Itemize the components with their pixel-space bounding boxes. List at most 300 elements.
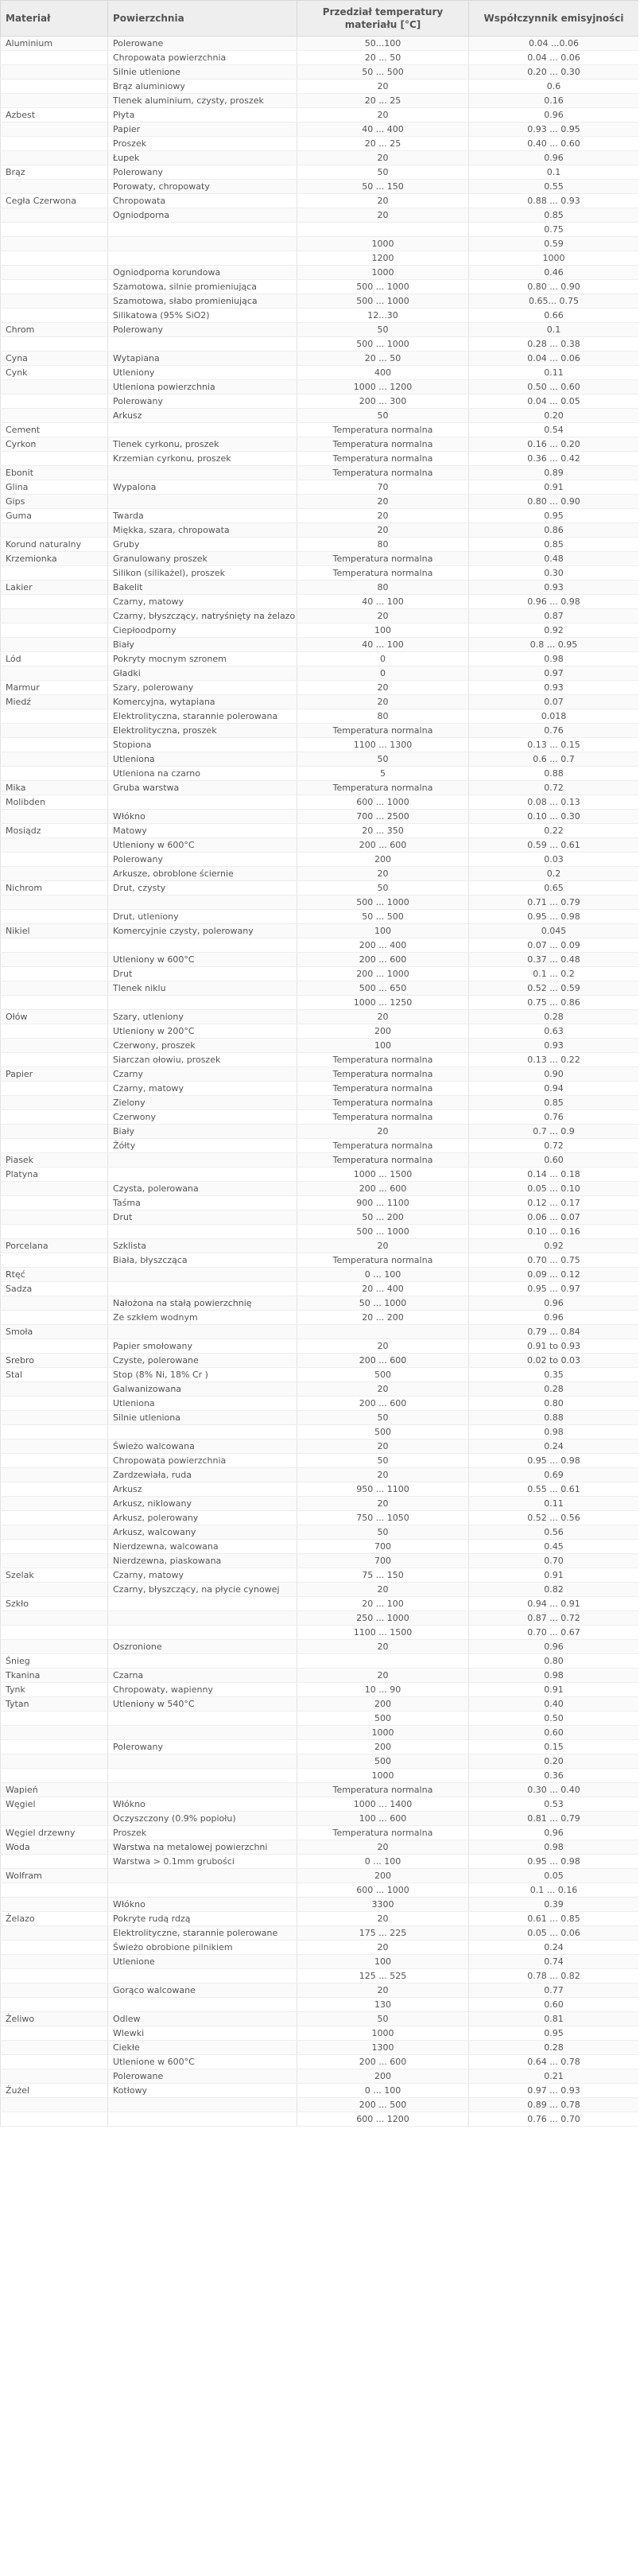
cell-material: [1, 1511, 108, 1525]
table-row: [1, 309, 639, 323]
cell-surface: Bakelit: [108, 581, 297, 595]
table-row: [1, 1654, 639, 1669]
cell-temperature: 70: [297, 480, 469, 495]
cell-surface: Porowaty, chropowaty: [108, 180, 297, 194]
cell-material: [1, 337, 108, 352]
cell-surface: Polerowane: [108, 37, 297, 51]
cell-material: [1, 1096, 108, 1110]
cell-material: [1, 1053, 108, 1067]
cell-temperature: 1000 ... 1200: [297, 380, 469, 394]
cell-temperature: 20 ... 400: [297, 1282, 469, 1296]
cell-material: [1, 1110, 108, 1125]
table-row: [1, 1712, 639, 1726]
table-row: [1, 1468, 639, 1482]
cell-surface: [108, 1597, 297, 1611]
cell-emissivity: 0.28 ... 0.38: [469, 337, 639, 352]
cell-emissivity: 0.11: [469, 366, 639, 380]
table-row: [1, 194, 639, 208]
cell-material: [1, 566, 108, 581]
cell-material: Porcelana: [1, 1239, 108, 1253]
cell-surface: Czysta, polerowana: [108, 1182, 297, 1196]
cell-temperature: Temperatura normalna: [297, 1096, 469, 1110]
cell-emissivity: 0.30: [469, 566, 639, 581]
cell-material: Azbest: [1, 108, 108, 122]
cell-material: Smoła: [1, 1325, 108, 1339]
cell-emissivity: 0.94 ... 0.91: [469, 1597, 639, 1611]
cell-surface: Chropowata: [108, 194, 297, 208]
cell-emissivity: 0.81: [469, 2012, 639, 2026]
cell-material: Cynk: [1, 366, 108, 380]
cell-material: [1, 1611, 108, 1626]
cell-temperature: Temperatura normalna: [297, 1153, 469, 1168]
cell-temperature: 125 ... 525: [297, 1969, 469, 1983]
table-row: [1, 1511, 639, 1525]
cell-material: [1, 1983, 108, 1998]
cell-emissivity: 0.28: [469, 2041, 639, 2055]
table-row: [1, 996, 639, 1010]
cell-emissivity: 0.07: [469, 695, 639, 709]
cell-emissivity: 0.80: [469, 1654, 639, 1669]
cell-material: Cegła Czerwona: [1, 194, 108, 208]
cell-temperature: 100: [297, 1039, 469, 1053]
cell-emissivity: 0.93 ... 0.95: [469, 122, 639, 137]
table-row: [1, 810, 639, 824]
cell-surface: Gruby: [108, 538, 297, 552]
cell-surface: Wlewki: [108, 2026, 297, 2041]
cell-emissivity: 0.70 ... 0.67: [469, 1626, 639, 1640]
cell-material: Marmur: [1, 681, 108, 695]
cell-material: Tytan: [1, 1697, 108, 1712]
cell-temperature: Temperatura normalna: [297, 1253, 469, 1268]
cell-surface: Polerowane: [108, 2069, 297, 2084]
table-row: [1, 738, 639, 752]
cell-emissivity: 0.72: [469, 781, 639, 795]
cell-temperature: 50: [297, 752, 469, 767]
table-row: [1, 1840, 639, 1855]
cell-surface: Włókno: [108, 810, 297, 824]
table-row: [1, 1697, 639, 1712]
cell-emissivity: 0.91: [469, 1683, 639, 1697]
table-row: [1, 1354, 639, 1368]
cell-emissivity: 0.92: [469, 1239, 639, 1253]
cell-material: Ołów: [1, 1010, 108, 1024]
cell-emissivity: 0.98: [469, 1669, 639, 1683]
cell-emissivity: 0.16: [469, 94, 639, 108]
cell-surface: Drut, czysty: [108, 881, 297, 896]
table-body: [1, 37, 639, 2127]
cell-material: [1, 1440, 108, 1454]
table-row: [1, 323, 639, 337]
cell-material: Korund naturalny: [1, 538, 108, 552]
cell-temperature: 20: [297, 681, 469, 695]
table-row: [1, 566, 639, 581]
table-row: [1, 609, 639, 624]
cell-emissivity: 0.91: [469, 1568, 639, 1583]
cell-material: Żelazo: [1, 1912, 108, 1926]
cell-temperature: 250 ... 1000: [297, 1611, 469, 1626]
cell-temperature: 0 ... 100: [297, 2084, 469, 2098]
cell-surface: [108, 1153, 297, 1168]
cell-material: [1, 810, 108, 824]
cell-temperature: 20: [297, 1010, 469, 1024]
cell-material: Żeliwo: [1, 2012, 108, 2026]
cell-temperature: 40 ... 400: [297, 122, 469, 137]
cell-surface: Wytapiana: [108, 352, 297, 366]
cell-emissivity: 0.65: [469, 881, 639, 896]
cell-temperature: 20 ... 25: [297, 137, 469, 151]
cell-surface: [108, 337, 297, 352]
table-row: [1, 1883, 639, 1898]
cell-surface: [108, 1998, 297, 2012]
cell-surface: [108, 1883, 297, 1898]
cell-temperature: 20: [297, 867, 469, 881]
cell-temperature: 600 ... 1000: [297, 1883, 469, 1898]
cell-surface: [108, 938, 297, 953]
table-row: [1, 1182, 639, 1196]
table-row: [1, 1783, 639, 1797]
table-row: [1, 1296, 639, 1311]
cell-emissivity: 0.98: [469, 1425, 639, 1440]
cell-surface: Utleniona: [108, 1397, 297, 1411]
cell-emissivity: 0.16 ... 0.20: [469, 437, 639, 452]
cell-temperature: 200: [297, 1740, 469, 1754]
table-row: [1, 552, 639, 566]
table-row: [1, 1554, 639, 1568]
cell-temperature: 1000: [297, 1726, 469, 1740]
cell-temperature: 200 ... 300: [297, 394, 469, 409]
cell-emissivity: 0.80 ... 0.90: [469, 495, 639, 509]
cell-material: [1, 1296, 108, 1311]
cell-surface: Oczyszczony (0.9% popiołu): [108, 1812, 297, 1826]
cell-emissivity: 0.60: [469, 1998, 639, 2012]
cell-surface: Czyste, polerowane: [108, 1354, 297, 1368]
cell-surface: [108, 1225, 297, 1239]
cell-material: [1, 309, 108, 323]
cell-temperature: 80: [297, 581, 469, 595]
cell-surface: Zardzewiała, ruda: [108, 1468, 297, 1482]
cell-surface: [108, 1726, 297, 1740]
cell-surface: Polerowany: [108, 853, 297, 867]
cell-surface: [108, 251, 297, 266]
cell-material: [1, 1626, 108, 1640]
cell-material: [1, 523, 108, 538]
cell-emissivity: 0.69: [469, 1468, 639, 1482]
cell-surface: [108, 2098, 297, 2112]
cell-surface: Drut: [108, 1210, 297, 1225]
cell-material: [1, 1883, 108, 1898]
cell-material: [1, 1411, 108, 1425]
cell-emissivity: 0.88: [469, 767, 639, 781]
table-row: [1, 208, 639, 223]
cell-material: Woda: [1, 1840, 108, 1855]
cell-temperature: 20: [297, 523, 469, 538]
cell-surface: Zielony: [108, 1096, 297, 1110]
cell-emissivity: 0.64 ... 0.78: [469, 2055, 639, 2069]
cell-emissivity: 0.1 ... 0.2: [469, 967, 639, 981]
cell-material: Platyna: [1, 1168, 108, 1182]
cell-material: Papier: [1, 1067, 108, 1082]
cell-surface: Utleniony w 600°C: [108, 838, 297, 853]
cell-emissivity: 0.2: [469, 867, 639, 881]
cell-material: Śnieg: [1, 1654, 108, 1669]
cell-surface: Arkusze, obroblone ściernie: [108, 867, 297, 881]
cell-surface: Biała, błyszcząca: [108, 1253, 297, 1268]
cell-temperature: 1000: [297, 1769, 469, 1783]
table-row: [1, 1282, 639, 1296]
cell-surface: Silnie utleniona: [108, 1411, 297, 1425]
cell-emissivity: 0.14 ... 0.18: [469, 1168, 639, 1182]
cell-emissivity: 0.30 ... 0.40: [469, 1783, 639, 1797]
cell-emissivity: 0.60: [469, 1153, 639, 1168]
cell-emissivity: 0.85: [469, 538, 639, 552]
cell-emissivity: 0.95 ... 0.98: [469, 910, 639, 924]
cell-material: [1, 1812, 108, 1826]
cell-material: [1, 409, 108, 423]
table-row: [1, 824, 639, 838]
table-row: [1, 366, 639, 380]
cell-emissivity: 0.75: [469, 223, 639, 237]
table-row: [1, 1339, 639, 1354]
table-row: [1, 666, 639, 681]
cell-surface: [108, 1754, 297, 1769]
cell-surface: Utleniony w 540°C: [108, 1697, 297, 1712]
cell-material: [1, 910, 108, 924]
cell-temperature: Temperatura normalna: [297, 1082, 469, 1096]
cell-material: [1, 1898, 108, 1912]
cell-material: Węgiel drzewny: [1, 1826, 108, 1840]
cell-material: [1, 1754, 108, 1769]
table-row: [1, 1640, 639, 1654]
cell-emissivity: 0.1 ... 0.16: [469, 1883, 639, 1898]
table-row: [1, 2112, 639, 2127]
cell-emissivity: 0.21: [469, 2069, 639, 2084]
cell-material: Ebonit: [1, 466, 108, 480]
cell-temperature: 200: [297, 1869, 469, 1883]
cell-temperature: 75 ... 150: [297, 1568, 469, 1583]
table-row: [1, 1583, 639, 1597]
table-row: [1, 94, 639, 108]
cell-surface: Czerwony: [108, 1110, 297, 1125]
cell-temperature: Temperatura normalna: [297, 566, 469, 581]
cell-emissivity: 0.40: [469, 1697, 639, 1712]
header-surface: Powierzchnia: [108, 1, 297, 37]
table-row: [1, 795, 639, 810]
cell-material: [1, 853, 108, 867]
cell-material: Molibden: [1, 795, 108, 810]
table-row: [1, 1754, 639, 1769]
table-row: [1, 2012, 639, 2026]
table-row: [1, 480, 639, 495]
cell-temperature: 50: [297, 1525, 469, 1540]
cell-material: [1, 1640, 108, 1654]
cell-material: [1, 294, 108, 309]
cell-material: Wapień: [1, 1783, 108, 1797]
cell-surface: [108, 1769, 297, 1783]
cell-material: [1, 280, 108, 294]
cell-material: [1, 1039, 108, 1053]
table-row: [1, 1769, 639, 1783]
cell-emissivity: 0.97: [469, 666, 639, 681]
cell-surface: Drut, utleniony: [108, 910, 297, 924]
cell-emissivity: 0.11: [469, 1497, 639, 1511]
cell-emissivity: 0.72: [469, 1139, 639, 1153]
cell-material: Lakier: [1, 581, 108, 595]
cell-emissivity: 0.1: [469, 165, 639, 180]
table-row: [1, 1225, 639, 1239]
cell-temperature: 200 ... 600: [297, 1354, 469, 1368]
cell-surface: Elektrolityczne, starannie polerowane: [108, 1926, 297, 1941]
cell-material: [1, 1525, 108, 1540]
cell-material: Brąz: [1, 165, 108, 180]
cell-surface: [108, 1282, 297, 1296]
cell-emissivity: 0.52 ... 0.59: [469, 981, 639, 996]
cell-material: Lód: [1, 652, 108, 666]
cell-surface: Pokryty mocnym szronem: [108, 652, 297, 666]
cell-material: [1, 51, 108, 65]
cell-emissivity: 0.60: [469, 1726, 639, 1740]
cell-temperature: Temperatura normalna: [297, 1067, 469, 1082]
cell-surface: Utleniona: [108, 752, 297, 767]
cell-surface: Warstwa na metalowej powierzchni: [108, 1840, 297, 1855]
cell-emissivity: 0.48: [469, 552, 639, 566]
cell-surface: Gruba warstwa: [108, 781, 297, 795]
cell-emissivity: 0.6 ... 0.7: [469, 752, 639, 767]
cell-surface: Czarny, matowy: [108, 595, 297, 609]
cell-temperature: 20: [297, 509, 469, 523]
cell-material: Aluminium: [1, 37, 108, 51]
table-row: [1, 1912, 639, 1926]
table-row: [1, 108, 639, 122]
cell-surface: Żółty: [108, 1139, 297, 1153]
cell-surface: [108, 466, 297, 480]
cell-temperature: 500: [297, 1754, 469, 1769]
table-row: [1, 1268, 639, 1282]
cell-material: [1, 1554, 108, 1568]
cell-material: [1, 1941, 108, 1955]
cell-temperature: 20: [297, 1125, 469, 1139]
table-row: [1, 1926, 639, 1941]
cell-emissivity: 0.85: [469, 208, 639, 223]
table-row: [1, 838, 639, 853]
cell-emissivity: 0.04 ... 0.06: [469, 352, 639, 366]
cell-emissivity: 0.77: [469, 1983, 639, 1998]
cell-temperature: 20: [297, 1382, 469, 1397]
cell-surface: Pokryte rudą rdzą: [108, 1912, 297, 1926]
table-row: [1, 709, 639, 724]
table-row: [1, 51, 639, 65]
cell-temperature: 20: [297, 208, 469, 223]
table-row: [1, 1440, 639, 1454]
cell-material: [1, 1998, 108, 2012]
cell-temperature: 100 ... 600: [297, 1812, 469, 1826]
table-row: [1, 2055, 639, 2069]
cell-temperature: 1000 ... 1250: [297, 996, 469, 1010]
cell-temperature: 20 ... 50: [297, 352, 469, 366]
table-row: [1, 1597, 639, 1611]
cell-temperature: 40 ... 100: [297, 595, 469, 609]
table-row: [1, 1969, 639, 1983]
cell-emissivity: 0.04 ... 0.06: [469, 51, 639, 65]
cell-temperature: 12...30: [297, 309, 469, 323]
table-row: [1, 1525, 639, 1540]
cell-surface: Utlenione w 600°C: [108, 2055, 297, 2069]
cell-emissivity: 0.80 ... 0.90: [469, 280, 639, 294]
cell-surface: [108, 896, 297, 910]
cell-material: [1, 2112, 108, 2127]
cell-temperature: Temperatura normalna: [297, 781, 469, 795]
cell-emissivity: 0.45: [469, 1540, 639, 1554]
cell-surface: Twarda: [108, 509, 297, 523]
cell-temperature: Temperatura normalna: [297, 1139, 469, 1153]
cell-surface: [108, 423, 297, 437]
cell-material: [1, 2026, 108, 2041]
table-row: [1, 652, 639, 666]
cell-material: [1, 380, 108, 394]
cell-temperature: 200 ... 600: [297, 1397, 469, 1411]
cell-surface: Papier: [108, 122, 297, 137]
cell-surface: Tlenek cyrkonu, proszek: [108, 437, 297, 452]
cell-temperature: 50 ... 200: [297, 1210, 469, 1225]
cell-temperature: Temperatura normalna: [297, 423, 469, 437]
cell-surface: Kotłowy: [108, 2084, 297, 2098]
cell-temperature: Temperatura normalna: [297, 437, 469, 452]
cell-emissivity: 0.76: [469, 724, 639, 738]
cell-emissivity: 0.96 ... 0.98: [469, 595, 639, 609]
cell-material: [1, 2098, 108, 2112]
cell-emissivity: 0.8 ... 0.95: [469, 638, 639, 652]
cell-surface: [108, 495, 297, 509]
cell-material: [1, 2069, 108, 2084]
table-row: [1, 1540, 639, 1554]
table-row: [1, 1082, 639, 1096]
cell-surface: Ogniodporna korundowa: [108, 266, 297, 280]
cell-temperature: 1100 ... 1500: [297, 1626, 469, 1640]
cell-surface: Arkusz, niklowany: [108, 1497, 297, 1511]
cell-temperature: 100: [297, 1955, 469, 1969]
table-row: [1, 938, 639, 953]
cell-temperature: 1100 ... 1300: [297, 738, 469, 752]
cell-emissivity: 0.22: [469, 824, 639, 838]
table-row: [1, 1983, 639, 1998]
cell-surface: Galwanizowana: [108, 1382, 297, 1397]
cell-emissivity: 0.92: [469, 624, 639, 638]
cell-emissivity: 0.24: [469, 1440, 639, 1454]
cell-surface: Szary, polerowany: [108, 681, 297, 695]
cell-temperature: 20: [297, 609, 469, 624]
cell-temperature: Temperatura normalna: [297, 1053, 469, 1067]
cell-surface: [108, 1168, 297, 1182]
cell-material: [1, 452, 108, 466]
table-row: [1, 2069, 639, 2084]
cell-temperature: 50 ... 150: [297, 180, 469, 194]
cell-material: Wolfram: [1, 1869, 108, 1883]
cell-emissivity: 0.82: [469, 1583, 639, 1597]
cell-emissivity: 0.018: [469, 709, 639, 724]
cell-temperature: Temperatura normalna: [297, 452, 469, 466]
cell-surface: Nierdzewna, walcowana: [108, 1540, 297, 1554]
cell-surface: Czerwony, proszek: [108, 1039, 297, 1053]
cell-surface: Tlenek aluminium, czysty, proszek: [108, 94, 297, 108]
cell-temperature: 3300: [297, 1898, 469, 1912]
cell-surface: [108, 795, 297, 810]
table-row: [1, 1626, 639, 1640]
cell-material: Gips: [1, 495, 108, 509]
table-row: [1, 1855, 639, 1869]
table-row: [1, 1797, 639, 1812]
cell-material: [1, 1024, 108, 1039]
cell-emissivity: 0.63: [469, 1024, 639, 1039]
cell-material: [1, 1583, 108, 1597]
